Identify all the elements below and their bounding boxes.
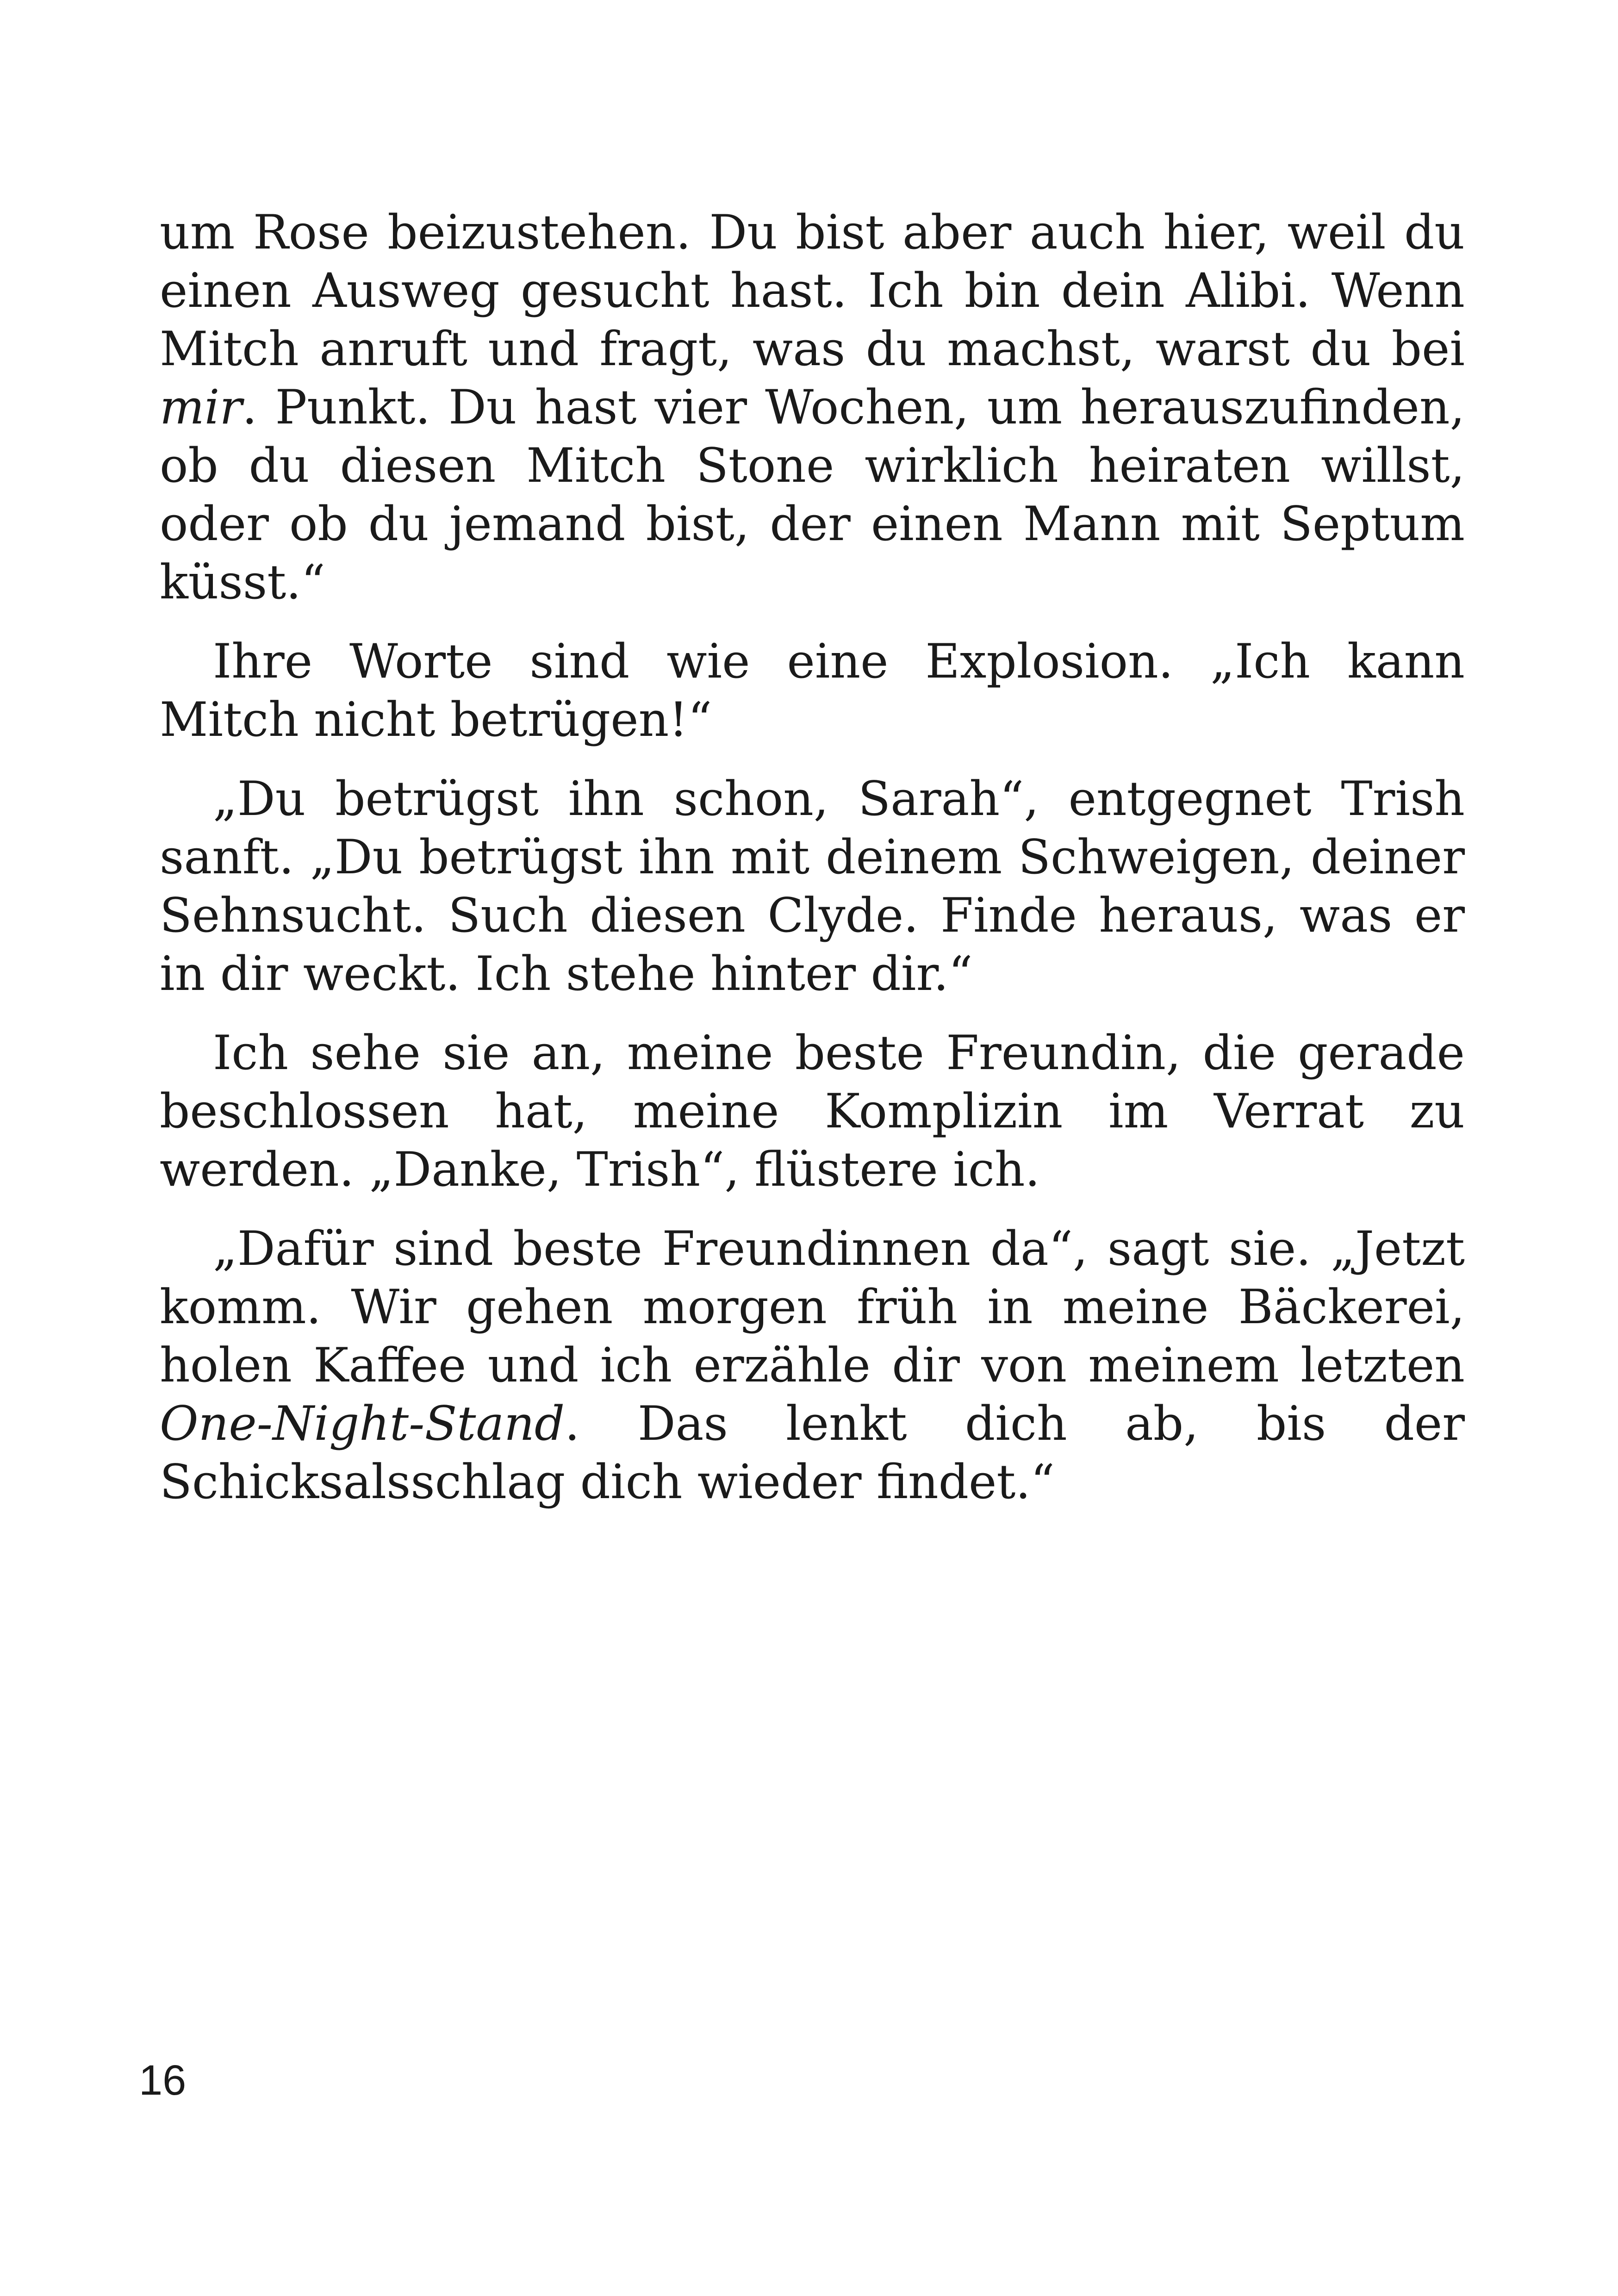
text-segment: Ihre Worte sind wie eine Explosion. „Ich kann Mitch nicht betrügen!“ — [160, 634, 1465, 747]
italic-text-segment: One-Night-Stand — [160, 1396, 565, 1451]
text-segment: „Dafür sind beste Freundinnen da“, sagt sie. „Jetzt komm. Wir gehen morgen früh in meine Bäckerei, holen Kaffee und ich erzähle dir von meinem letzten — [160, 1221, 1465, 1393]
paragraph-5 — [160, 1220, 1465, 1512]
text-segment: . Punkt. Du hast vier Wochen, um herauszufinden, ob du diesen Mitch Stone wirklich heiraten willst, oder ob du jemand bist, der einen Mann mit Septum küsst.“ — [160, 380, 1465, 610]
paragraph-1 — [160, 204, 1465, 612]
text-segment: Ich sehe sie an, meine beste Freundin, die gerade beschlossen hat, meine Komplizin im Verrat zu werden. „Danke, Trish“, flüstere ich. — [160, 1026, 1465, 1197]
body-text — [160, 204, 1465, 1532]
paragraph-4 — [160, 1024, 1465, 1199]
paragraph-2 — [160, 633, 1465, 749]
text-segment: „Du betrügst ihn schon, Sarah“, entgegnet Trish sanft. „Du betrügst ihn mit deinem Schweigen, deiner Sehnsucht. Such diesen Clyde. Finde heraus, was er in dir weckt. Ich stehe hinter dir.“ — [160, 772, 1465, 1002]
text-segment: . Das lenkt dich ab, bis der Schicksalsschlag dich wieder findet.“ — [160, 1396, 1465, 1510]
page-number: 16 — [139, 2057, 187, 2104]
paragraph-3 — [160, 770, 1465, 1003]
italic-text-segment: mir — [160, 380, 243, 435]
text-segment: um Rose beizustehen. Du bist aber auch hier, weil du einen Ausweg gesucht hast. Ich bin dein Alibi. Wenn Mitch anruft und fragt, was du machst, warst du bei — [160, 205, 1465, 377]
